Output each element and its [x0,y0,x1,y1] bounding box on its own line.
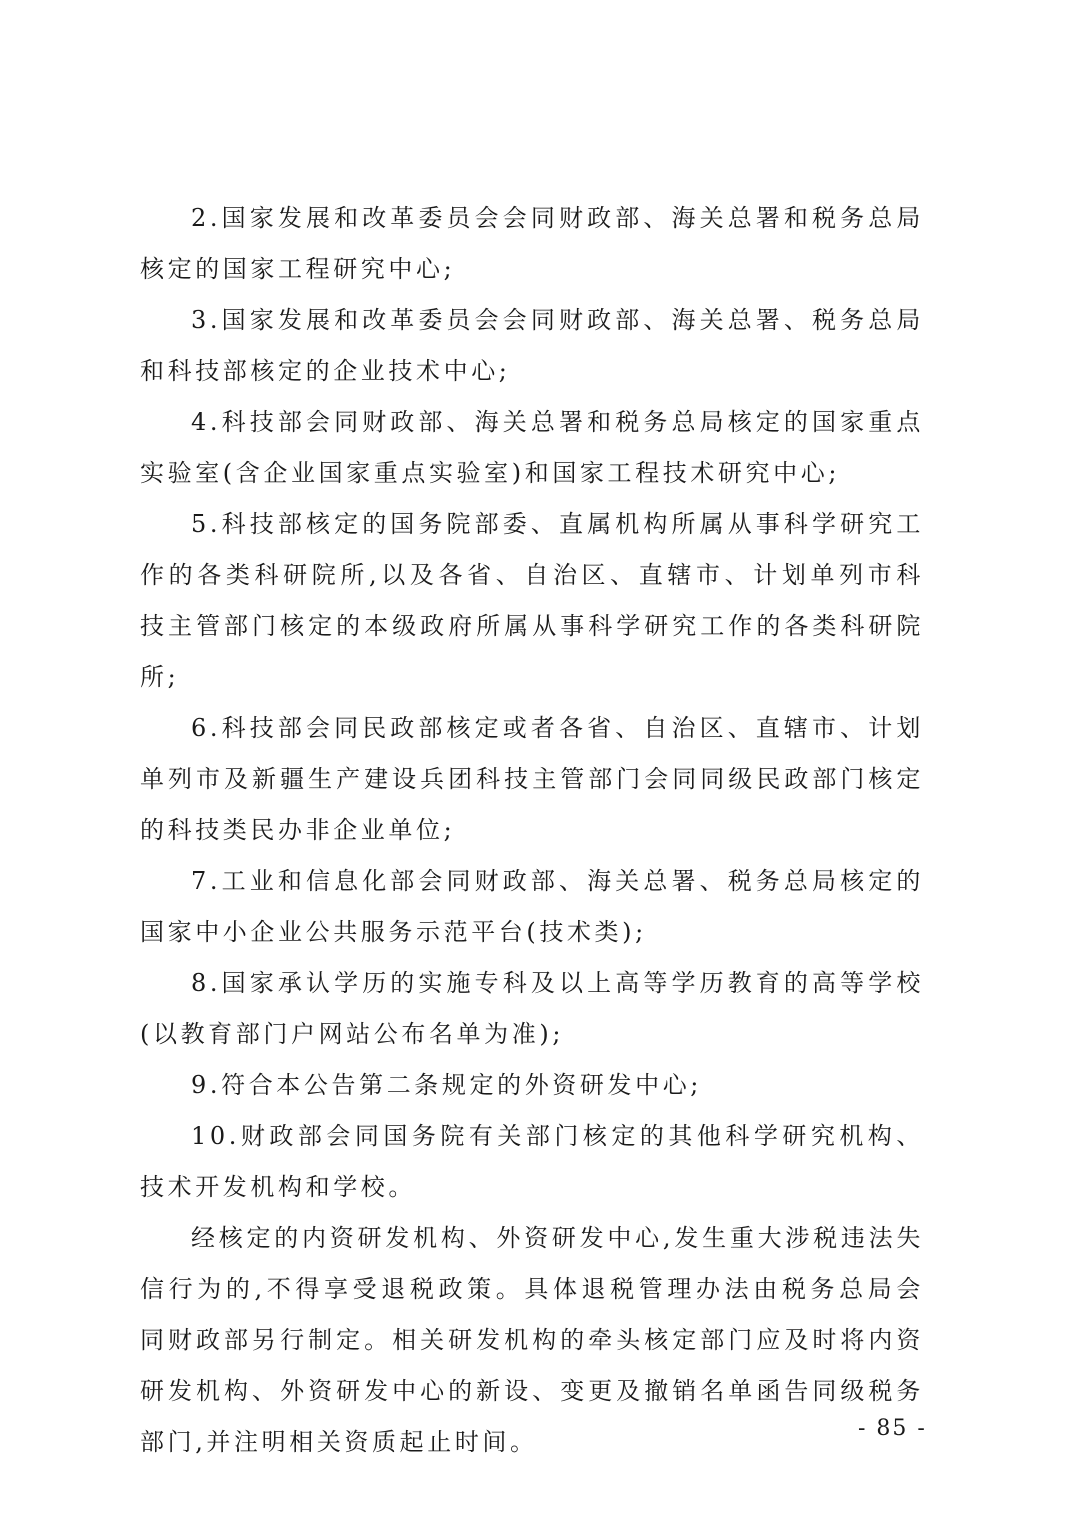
list-item-5: 5.科技部核定的国务院部委、直属机构所属从事科学研究工作的各类科研院所,以及各省、自治区、直辖市、计划单列市科技主管部门核定的本级政府所属从事科学研究工作的各类科研院所; [140,510,924,691]
document-body [140,193,924,1468]
closing-paragraph: 经核定的内资研发机构、外资研发中心,发生重大涉税违法失信行为的,不得享受退税政策。具体退税管理办法由税务总局会同财政部另行制定。相关研发机构的牵头核定部门应及时将内资研发机构、外资研发中心的新设、变更及撤销名单函告同级税务部门,并注明相关资质起止时间。 [140,1224,924,1456]
list-item-7: 7.工业和信息化部会同财政部、海关总署、税务总局核定的国家中小企业公共服务示范平台(技术类); [140,867,924,946]
list-item-8: 8.国家承认学历的实施专科及以上高等学历教育的高等学校(以教育部门户网站公布名单为准); [140,969,924,1048]
list-item-10: 10.财政部会同国务院有关部门核定的其他科学研究机构、技术开发机构和学校。 [140,1122,924,1201]
list-item-4: 4.科技部会同财政部、海关总署和税务总局核定的国家重点实验室(含企业国家重点实验室)和国家工程技术研究中心; [140,408,924,487]
list-item-3: 3.国家发展和改革委员会会同财政部、海关总署、税务总局和科技部核定的企业技术中心; [140,306,924,385]
list-item-6: 6.科技部会同民政部核定或者各省、自治区、直辖市、计划单列市及新疆生产建设兵团科技主管部门会同同级民政部门核定的科技类民办非企业单位; [140,714,924,844]
list-item-2: 2.国家发展和改革委员会会同财政部、海关总署和税务总局核定的国家工程研究中心; [140,204,924,283]
list-item-9: 9.符合本公告第二条规定的外资研发中心; [191,1071,702,1099]
page-number: - 85 - [858,1416,927,1441]
